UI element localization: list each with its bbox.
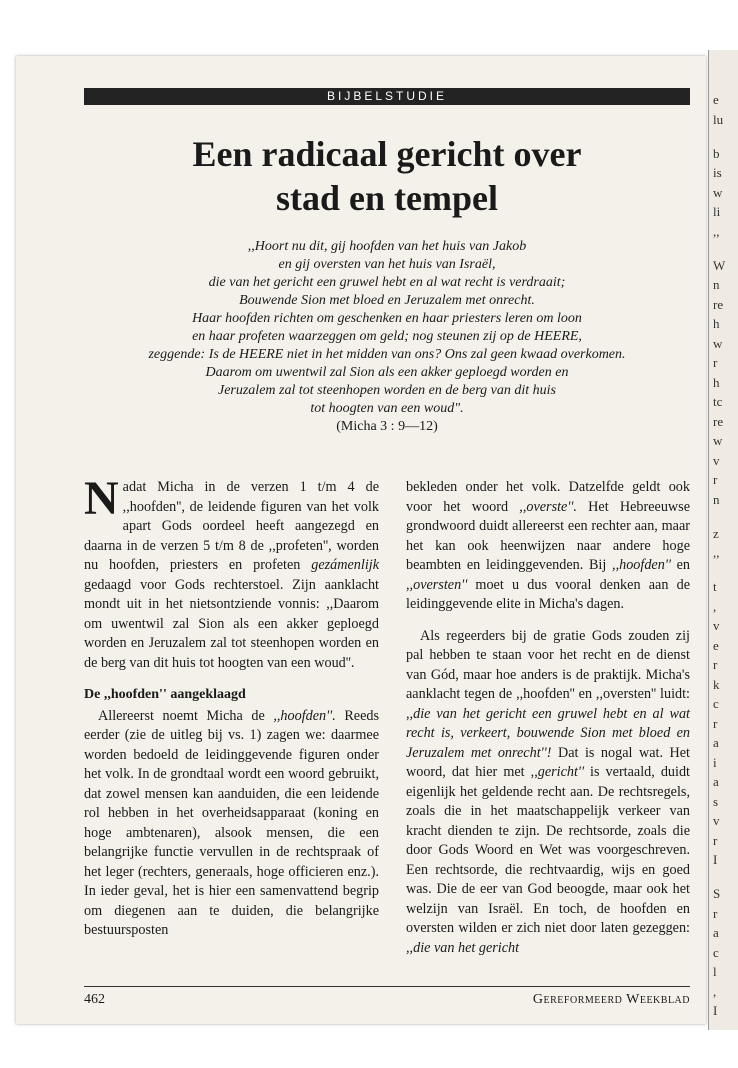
text-run: gedaagd voor Gods rechterstoel. Zijn aanklacht mondt uit in het nietsontziende vonnis: ,,Daarom om uwentwil zal Sion als een akker geploegd worden en Jeruzalem zal tot steenhopen worden en de berg van dit huis tot hoogten van een woud''. — [84, 576, 379, 671]
adjacent-page-text-fragment: a — [713, 925, 719, 940]
verse-line: Daarom om uwentwil zal Sion als een akker geploegd worden en — [205, 365, 569, 380]
adjacent-page-text-fragment: z — [713, 525, 719, 541]
adjacent-page-text-fragment: lu — [713, 111, 724, 127]
paragraph — [406, 627, 690, 959]
verse-reference: (Micha 3 : 9—12) — [336, 419, 438, 434]
adjacent-page-text-fragment: li — [713, 204, 721, 219]
adjacent-page-text-fragment: r — [713, 472, 718, 487]
adjacent-page-text-fragment: re — [713, 296, 724, 312]
adjacent-page-text-fragment: I — [713, 852, 718, 867]
body-column-left — [84, 472, 379, 953]
verse-line: en haar profeten waarzeggen om geld; nog steunen zij op de HEERE, — [192, 329, 582, 344]
adjacent-page-text-fragment: re — [713, 413, 724, 429]
body-column-right — [406, 478, 690, 970]
adjacent-page-text-fragment: n — [713, 277, 720, 292]
adjacent-page-text-fragment: S — [713, 886, 721, 901]
adjacent-page-text-fragment: w — [713, 335, 723, 351]
verse-line: Haar hoofden richten om geschenken en haar priesters leren om loon — [192, 311, 582, 326]
subheading: De ,,hoofden'' aangeklaagd — [84, 687, 246, 702]
adjacent-page-text-fragment: e — [713, 92, 719, 107]
adjacent-page-text-fragment: i — [713, 754, 717, 770]
section-banner — [84, 88, 690, 105]
adjacent-page-text-fragment: v — [713, 452, 720, 468]
adjacent-page-text-fragment: h — [713, 374, 720, 390]
verse-line: ,,Hoort nu dit, gij hoofden van het huis van Jakob — [247, 239, 527, 254]
emphasis: ,,oversten'' — [406, 576, 468, 593]
emphasis: gezámenlijk — [311, 557, 379, 573]
emphasis: ,,gericht'' — [530, 764, 584, 780]
adjacent-page-text-fragment: W — [713, 257, 726, 273]
text-run: is vertaald, duidt eigenlijk het geldende recht aan. De rechtsregels, zoals die in het maatschappelijk verkeer van kracht dienden te zijn. De rechtsorde, zoals die door Gods Woord en Wet was voorgeschreven. Een rechtsorde, die rechtvaardig, wijs en goed was. Die de eer van God beoogde, maar ook het welzijn van Israël. En toch, de hoofden en oversten wilden er zich niet door laten gezeggen: — [406, 764, 690, 936]
adjacent-page-text-fragment: , — [713, 983, 717, 999]
adjacent-page-text-fragment: b — [713, 145, 720, 161]
adjacent-page-text-fragment: t — [713, 579, 717, 594]
adjacent-page-text-fragment: r — [713, 715, 718, 731]
verse-line: en gij oversten van het huis van Israël, — [278, 257, 496, 272]
verse-line: tot hoogten van een woud". — [310, 401, 464, 416]
text-run: Reeds eerder (zie de uitleg bij vs. 1) zagen we: daarmee worden bedoeld de leidinggevende figuren onder het volk. In de grondtaal wordt een woord gebruikt, dat zowel mensen kan aanduiden, die een leidende rol hebben in het overheidsapparaat (koning en hoge ambtenaren), alsook mensen, die een belangrijke functie vervullen in de rechtspraak of het leger (rechters, generaals, hoge officieren enz.). In ieder geval, het is hier een samenvattend begrip om diegenen aan te duiden, die belangrijke bestuursposten — [84, 707, 379, 938]
paragraph-intro — [84, 472, 379, 673]
article-title-line-2: stad en tempel — [276, 178, 498, 218]
emphasis: ,,hoofden'' — [612, 557, 671, 573]
adjacent-page-text-fragment: c — [713, 696, 719, 711]
emphasis: ,,die van het gericht — [406, 939, 520, 956]
adjacent-page-text-fragment: r — [713, 657, 718, 672]
paragraph — [406, 478, 690, 615]
verse-line: Bouwende Sion met bloed en Jeruzalem met onrecht. — [239, 293, 535, 308]
adjacent-page-edge — [708, 50, 738, 1030]
scripture-quote — [84, 238, 690, 436]
section-label: BIJBELSTUDIE — [326, 89, 448, 103]
emphasis: ,,die van het gericht een gruwel hebt en al wat recht is, verkeert, bouwende Sion met bloed en Jeruzalem met onrecht''! — [406, 705, 690, 761]
adjacent-page-text-fragment: a — [713, 774, 719, 789]
adjacent-page-text-fragment: w — [713, 433, 723, 448]
adjacent-page-text-fragment: c — [713, 944, 719, 960]
verse-line: die van het gericht een gruwel hebt en al wat recht is verdraait; — [208, 275, 566, 290]
paragraph — [84, 707, 379, 941]
magazine-name: Gereformeerd Weekblad — [532, 992, 690, 1007]
adjacent-page-text-fragment: v — [713, 618, 720, 633]
adjacent-page-text-fragment: e — [713, 637, 719, 653]
text-run: en — [670, 557, 690, 573]
drop-cap: N — [84, 472, 119, 525]
adjacent-page-text-fragment: w — [713, 184, 723, 200]
emphasis: ,,hoofden''. — [273, 707, 336, 724]
adjacent-page-text-fragment: tc — [713, 394, 723, 409]
adjacent-page-text-fragment: I — [713, 1003, 718, 1018]
text-run: Dat is nogal wat. Het woord, dat hier met — [406, 744, 690, 780]
adjacent-page-text-fragment: l — [713, 964, 717, 979]
adjacent-page-text-fragment: r — [713, 832, 718, 848]
footer-rule — [84, 986, 690, 987]
adjacent-page-text-fragment: a — [713, 735, 719, 750]
adjacent-page-text-fragment: v — [713, 813, 720, 828]
adjacent-page-text-fragment: ,, — [713, 223, 720, 239]
text-run: bekleden onder het volk. Datzelfde geldt ook voor het woord — [406, 479, 690, 515]
adjacent-page-text-fragment: n — [713, 491, 720, 507]
adjacent-page-text-fragment: r — [713, 905, 718, 921]
text-run: Het Hebreeuwse grondwoord duidt allereerst een rechter aan, maar het kan ook heenwijzen naar andere hoge beambten en leidinggevenden. Bij — [406, 498, 690, 573]
adjacent-page-text-fragment: k — [713, 676, 720, 692]
adjacent-page-text-fragment: ,, — [713, 545, 720, 560]
article-title-line-1: Een radicaal gericht over — [192, 134, 582, 174]
adjacent-page-text-fragment: is — [713, 165, 722, 180]
adjacent-page-text-fragment: r — [713, 355, 718, 370]
article-title — [84, 132, 690, 220]
text-run: Allereerst noemt Micha de — [98, 707, 274, 724]
verse-line: Jeruzalem zal tot steenhopen worden en de berg van dit huis — [217, 383, 557, 398]
page-number: 462 — [84, 992, 105, 1007]
adjacent-page-text-fragment: s — [713, 793, 719, 809]
text-run: moet u dus vooral denken aan de leidinggevende elite in Micha's dagen. — [406, 576, 690, 612]
adjacent-page-text-fragment: h — [713, 316, 720, 331]
verse-line: zeggende: Is de HEERE niet in het midden van ons? Ons zal geen kwaad overkomen. — [148, 347, 626, 362]
text-run: Als regeerders bij de gratie Gods zouden zij pal hebben te staan voor het recht en de dienst van Gód, maar hoe anders is de praktijk. Micha's aanklacht tegen de ,,hoofden'' en ,,oversten'' luidt: — [406, 627, 690, 702]
adjacent-page-text-fragment: , — [713, 598, 717, 614]
text-run: adat Micha in de verzen 1 t/m 4 de ,,hoofden'', de leidende figuren van het volk apart Gods oordeel heeft aangezegd en daarna in de verzen 5 t/m 8 de ,,profeten'', worden nu hoofden, priesters en profeten — [84, 479, 379, 573]
emphasis: ,,overste''. — [519, 498, 577, 515]
